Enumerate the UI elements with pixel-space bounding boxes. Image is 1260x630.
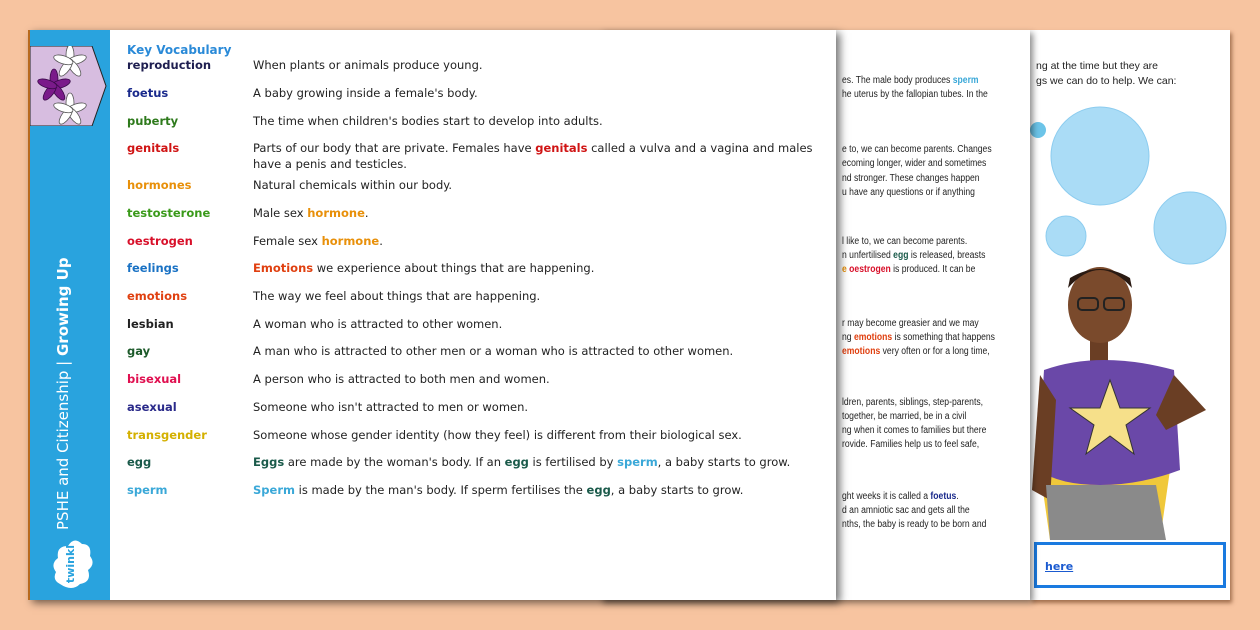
title-separator: |: [54, 356, 72, 371]
line-text: ng when it comes to families but there: [842, 425, 987, 436]
svg-text:twinkl: twinkl: [64, 544, 77, 584]
vocabulary-definition: [253, 482, 833, 498]
vocabulary-definition: [253, 177, 833, 193]
highlighted-keyword: e: [842, 264, 847, 275]
highlighted-keyword: foetus: [930, 491, 957, 502]
highlighted-keyword: Emotions: [253, 261, 314, 275]
middle-page-line: [842, 396, 983, 411]
middle-page-line: [842, 186, 975, 201]
vocabulary-definition: [253, 454, 833, 470]
vocabulary-definition: [253, 316, 833, 332]
definition-text: A man who is attracted to other men or a woman who is attracted to other women.: [253, 344, 734, 358]
middle-page-line: [842, 438, 979, 453]
middle-page-line: [842, 490, 959, 505]
flowers-badge-icon: [30, 46, 110, 126]
highlighted-keyword: emotions: [842, 346, 881, 357]
highlighted-keyword: sperm: [952, 75, 979, 86]
vocabulary-term: foetus: [127, 86, 169, 100]
definition-text: Natural chemicals within our body.: [253, 178, 453, 192]
vocabulary-term: emotions: [127, 289, 188, 303]
vocabulary-term: bisexual: [127, 372, 182, 386]
highlighted-keyword: genitals: [535, 141, 588, 155]
line-text: is something that happens: [892, 332, 995, 343]
line-text: nths, the baby is ready to be born and: [842, 519, 987, 530]
line-text: ecoming longer, wider and sometimes: [842, 158, 987, 169]
line-text: very often or for a long time,: [880, 346, 990, 357]
middle-page-line: [842, 74, 979, 89]
definition-text: are made by the woman's body. If an: [284, 455, 505, 469]
definition-text: Male sex: [253, 206, 308, 220]
middle-page-line: [842, 88, 988, 103]
vocabulary-term: reproduction: [127, 58, 212, 72]
line-text: n unfertilised: [842, 250, 894, 261]
middle-page-line: [842, 143, 992, 158]
definition-text: Parts of our body that are private. Females have: [253, 141, 536, 155]
definition-text: .: [364, 206, 369, 220]
vocabulary-term: testosterone: [127, 206, 211, 220]
middle-page-line: [842, 345, 990, 360]
vocabulary-definition: [253, 57, 833, 73]
vocabulary-definition: [253, 371, 833, 387]
vocabulary-definition: [253, 205, 833, 221]
definition-text: A baby growing inside a female's body.: [253, 86, 478, 100]
sidebar: [28, 30, 110, 600]
vocabulary-term: feelings: [127, 261, 179, 275]
middle-page-line: [842, 331, 995, 346]
middle-page-line: [842, 157, 986, 172]
middle-page-line: [842, 172, 980, 187]
vocabulary-definition: [253, 140, 833, 172]
line-text: ng: [842, 332, 854, 343]
middle-page-line: [842, 249, 985, 264]
vocabulary-definition: [253, 427, 833, 443]
line-text: u have any questions or if anything: [842, 187, 975, 198]
vocabulary-definition: [253, 288, 833, 304]
right-page-line: gs we can do to help. We can:: [1036, 75, 1177, 87]
definition-text: .: [379, 234, 383, 248]
line-text: d an amniotic sac and gets all the: [842, 505, 970, 516]
sidebar-title: [54, 257, 72, 530]
line-text: is released, breasts: [908, 250, 986, 261]
middle-page-line: [842, 235, 967, 250]
line-text: rovide. Families help us to feel safe,: [842, 439, 980, 450]
definition-text: A woman who is attracted to other women.: [253, 317, 503, 331]
subject-label: PSHE and Citizenship: [54, 370, 72, 530]
middle-page-line: [842, 263, 975, 278]
link-box: [1034, 542, 1226, 588]
definition-text: Female sex: [253, 234, 322, 248]
middle-page-line: [842, 317, 979, 332]
definition-text: A person who is attracted to both men and women.: [253, 372, 550, 386]
bubbles-and-boy-illustration: [1030, 30, 1230, 542]
line-text: e to, we can become parents. Changes: [842, 144, 992, 155]
definition-text: When plants or animals produce young.: [253, 58, 483, 72]
vocabulary-definition: [253, 399, 833, 415]
line-text: he uterus by the fallopian tubes. In the: [842, 89, 988, 100]
definition-text: , a baby starts to grow.: [657, 455, 791, 469]
vocabulary-definition: [253, 343, 833, 359]
highlighted-keyword: oestrogen: [846, 264, 891, 275]
definition-text: called a vulva and a vagina and males have a penis and testicles.: [253, 141, 813, 171]
vocabulary-term: asexual: [127, 400, 177, 414]
right-page-line: ng at the time but they are: [1036, 60, 1158, 72]
vocabulary-definition: [253, 260, 833, 276]
middle-page-line: [842, 504, 970, 519]
vocabulary-definition: [253, 85, 833, 101]
highlighted-keyword: Sperm: [253, 483, 295, 497]
definition-text: is fertilised by: [528, 455, 618, 469]
highlighted-keyword: hormone: [321, 234, 380, 248]
middle-page-line: [842, 518, 986, 533]
vocabulary-term: lesbian: [127, 317, 174, 331]
definition-text: The way we feel about things that are happening.: [253, 289, 541, 303]
vocabulary-term: gay: [127, 344, 151, 358]
highlighted-keyword: hormone: [307, 206, 365, 220]
highlighted-keyword: Eggs: [253, 455, 285, 469]
line-text: ldren, parents, siblings, step-parents,: [842, 397, 984, 408]
definition-text: , a baby starts to grow.: [610, 483, 744, 497]
vocabulary-term: genitals: [127, 141, 180, 155]
line-text: together, be married, be in a civil: [842, 411, 967, 422]
vocabulary-heading: Key Vocabulary: [127, 43, 232, 57]
twinkl-logo-icon: [50, 534, 94, 592]
vocabulary-definition: [253, 233, 833, 249]
definition-text: The time when children's bodies start to develop into adults.: [253, 114, 603, 128]
line-text: is produced. It can be: [890, 264, 976, 275]
vocabulary-page: [28, 30, 836, 600]
highlighted-keyword: sperm: [617, 455, 658, 469]
topic-label: Growing Up: [54, 257, 72, 357]
here-link[interactable]: here: [1045, 560, 1074, 573]
middle-page-line: [842, 424, 986, 439]
line-text: r may become greasier and we may: [842, 318, 979, 329]
back-page-right: [1030, 30, 1230, 600]
vocabulary-definition: [253, 113, 833, 129]
vocabulary-term: oestrogen: [127, 234, 193, 248]
line-text: es. The male body produces: [842, 75, 953, 86]
vocabulary-term: sperm: [127, 483, 168, 497]
middle-page-line: [842, 410, 966, 425]
definition-text: we experience about things that are happening.: [313, 261, 595, 275]
highlighted-keyword: egg: [586, 483, 611, 497]
vocabulary-term: puberty: [127, 114, 179, 128]
line-text: ght weeks it is called a: [842, 491, 931, 502]
highlighted-keyword: egg: [504, 455, 529, 469]
line-text: nd stronger. These changes happen: [842, 173, 980, 184]
definition-text: Someone whose gender identity (how they feel) is different from their biological sex.: [253, 428, 742, 442]
vocabulary-term: egg: [127, 455, 152, 469]
vocabulary-term: transgender: [127, 428, 207, 442]
highlighted-keyword: emotions: [853, 332, 893, 343]
definition-text: is made by the man's body. If sperm fertilises the: [294, 483, 587, 497]
highlighted-keyword: egg: [893, 250, 909, 261]
definition-text: Someone who isn't attracted to men or women.: [253, 400, 529, 414]
vocabulary-term: hormones: [127, 178, 192, 192]
line-text: .: [956, 491, 959, 502]
line-text: l like to, we can become parents.: [842, 236, 968, 247]
